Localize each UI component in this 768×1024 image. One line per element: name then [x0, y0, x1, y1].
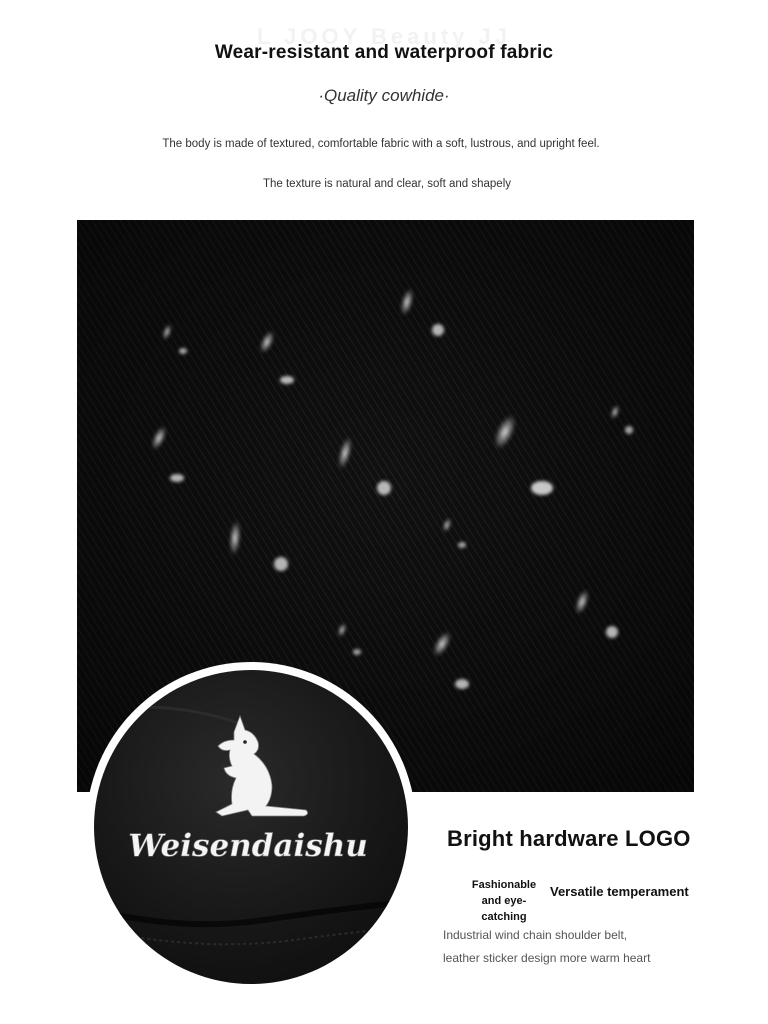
section-subtitle: ·Quality cowhide· [318, 86, 450, 105]
tag-versatile: Versatile temperament [550, 884, 689, 899]
logo-closeup-frame [86, 662, 416, 992]
header-watermark: L JOOY Beauty JJ [257, 24, 511, 49]
brand-logo-text: Weisendaishu [128, 828, 368, 864]
hardware-title: Bright hardware LOGO [447, 826, 691, 851]
section-title: Wear-resistant and waterproof fabric [214, 42, 554, 63]
feature-line-2: leather sticker design more warm heart [443, 951, 651, 965]
feature-line-1: Industrial wind chain shoulder belt, [443, 928, 628, 942]
description-line-2: The texture is natural and clear, soft and shapely [262, 178, 512, 190]
tag-fashionable: Fashionable and eye-catching [471, 879, 537, 923]
description-line-1: The body is made of textured, comfortable fabric with a soft, lustrous, and upright feel. [162, 138, 600, 150]
logo-closeup [94, 670, 408, 984]
kangaroo-icon [216, 716, 308, 816]
